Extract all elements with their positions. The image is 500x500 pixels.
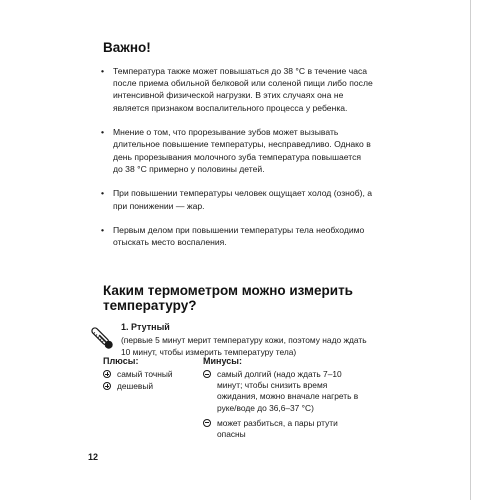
circle-plus-icon bbox=[103, 382, 111, 390]
bullet-text: При повышении температуры человек ощущает холод (озноб), а при понижении — жар. bbox=[113, 188, 373, 211]
bullet-text: Первым делом при повышении температуры тела необходимо отыскать место воспаления. bbox=[113, 225, 365, 248]
pro-text: дешевый bbox=[117, 381, 154, 392]
con-item bbox=[203, 418, 363, 440]
mercury-thermometer-icon bbox=[86, 322, 118, 354]
bullet-icon: • bbox=[101, 127, 105, 138]
bullet-item bbox=[98, 187, 373, 211]
con-text: самый долгий (надо ждать 7–10 минут; чтобы снизить время ожидания, можно вначале нагреть в руке/воде до 36,6–37 °С) bbox=[217, 369, 359, 413]
bullet-text: Температура также может повышаться до 38 °С в течение часа после приема обильной белковой или соленой пищи либо после интенсивной физической нагрузки. В этих случаях она не является признаком воспалительного процесса у ребенка. bbox=[113, 66, 373, 113]
page-number: 12 bbox=[88, 452, 99, 462]
circle-plus-icon bbox=[103, 370, 111, 378]
pro-text: самый точный bbox=[117, 369, 173, 379]
cons-list bbox=[203, 369, 363, 444]
bullet-icon: • bbox=[101, 188, 105, 199]
bullet-icon: • bbox=[101, 66, 105, 76]
page-edge-divider bbox=[470, 0, 471, 500]
heading-important: Важно! bbox=[103, 40, 151, 55]
circle-minus-icon bbox=[203, 419, 211, 427]
pro-item bbox=[103, 369, 203, 380]
bullet-item bbox=[98, 126, 373, 175]
important-bullet-list bbox=[98, 65, 373, 261]
cons-heading: Минусы: bbox=[203, 356, 242, 366]
con-text: может разбиться, а пары ртути опасны bbox=[217, 417, 338, 440]
circle-minus-icon bbox=[203, 370, 211, 378]
bullet-icon: • bbox=[101, 225, 105, 236]
pro-item bbox=[103, 381, 203, 392]
con-item bbox=[203, 369, 363, 414]
method-title: 1. Ртутный bbox=[121, 322, 170, 332]
heading-thermometer-question: Каким термометром можно измерить температуру? bbox=[103, 283, 353, 313]
bullet-text: Мнение о том, что прорезывание зубов может вызывать длительное повышение температуры, несправедливо. Однако в день прорезывания молочного зуба температура повышается до 38 °С примерно у половины детей. bbox=[113, 127, 371, 174]
pros-list bbox=[103, 369, 203, 393]
method-note: (первые 5 минут мерит температуру кожи, поэтому надо ждать 10 минут, чтобы измерить температуру тела) bbox=[121, 335, 367, 357]
bullet-item bbox=[98, 224, 373, 248]
bullet-item bbox=[98, 65, 373, 114]
pros-heading: Плюсы: bbox=[103, 356, 139, 366]
